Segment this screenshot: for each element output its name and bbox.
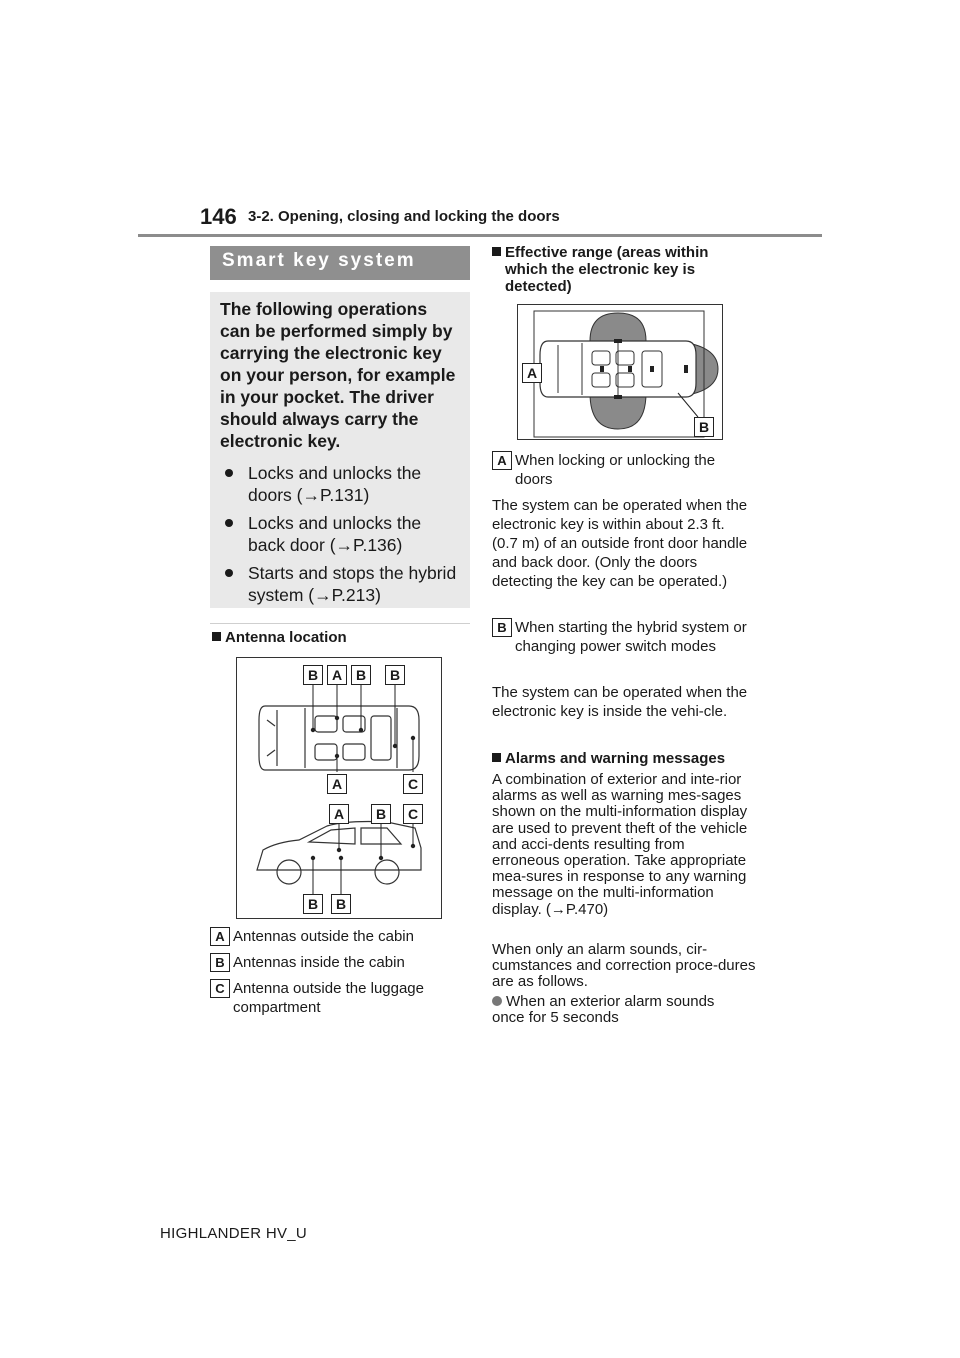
figure-label: A <box>327 774 347 794</box>
antenna-heading: Antenna location <box>212 629 347 646</box>
figure-label: C <box>403 804 423 824</box>
alarms-paragraph: When only an alarm sounds, cir-cumstances and correction proce-dures are as follows. <box>492 941 756 991</box>
square-bullet-icon <box>492 753 501 762</box>
legend-key-badge: B <box>492 618 512 637</box>
footer-model: HIGHLANDER HV_U <box>160 1225 308 1242</box>
smart-key-intro: The following operations can be performed simply by carrying the electronic key on your person, for example in your pocket. The driver should always carry the electronic key. <box>220 299 456 451</box>
smart-key-heading: Smart key system <box>210 246 470 280</box>
legend-text: When locking or unlocking the doors <box>515 452 716 488</box>
effective-range-figure <box>517 304 723 440</box>
figure-label: B <box>303 894 323 914</box>
legend-key-badge: A <box>210 927 230 946</box>
legend-key-badge: C <box>210 979 230 998</box>
figure-label: B <box>331 894 351 914</box>
legend-text: When starting the hybrid system or changing power switch modes <box>515 619 747 655</box>
divider <box>210 623 470 624</box>
antenna-figure <box>236 657 442 919</box>
legend-key-badge: B <box>210 953 230 972</box>
square-bullet-icon <box>212 632 221 641</box>
section-title: 3-2. Opening, closing and locking the doors <box>248 208 560 225</box>
figure-label: B <box>385 665 405 685</box>
alarms-paragraph: A combination of exterior and inte-rior alarms as well as warning mes-sages shown on the multi-information display are used to prevent theft of the vehicle and acci-dents resulting from erroneous operation. Take appropriate mea-sures in response to any warning message on the multi-information display. (→P.470) <box>492 771 748 918</box>
figure-label: A <box>522 363 542 383</box>
smart-key-list <box>220 462 462 606</box>
figure-label: B <box>694 417 714 437</box>
figure-label: A <box>327 665 347 685</box>
legend-text: Antennas inside the cabin <box>233 954 405 971</box>
alarms-bullet: When an exterior alarm sounds once for 5 seconds <box>492 993 715 1027</box>
page-number: 146 <box>200 204 237 229</box>
legend-key-badge: A <box>492 451 512 470</box>
legend-text: Antennas outside the cabin <box>233 928 414 945</box>
effective-range-heading: Effective range (areas within which the electronic key is detected) <box>492 244 755 295</box>
smart-key-item: Starts and stops the hybrid system (→P.213) <box>220 562 462 606</box>
figure-label: B <box>303 665 323 685</box>
smart-key-item: Locks and unlocks the doors (→P.131) <box>220 462 462 506</box>
figure-label: C <box>403 774 423 794</box>
figure-label: B <box>371 804 391 824</box>
header-rule <box>138 234 822 237</box>
body-paragraph: The system can be operated when the electronic key is inside the vehi-cle. <box>492 684 748 720</box>
figure-label: B <box>351 665 371 685</box>
square-bullet-icon <box>492 247 501 256</box>
circle-bullet-icon <box>492 996 502 1006</box>
legend-text: Antenna outside the luggage compartment <box>233 980 424 1016</box>
smart-key-item: Locks and unlocks the back door (→P.136) <box>220 512 462 556</box>
body-paragraph: The system can be operated when the electronic key is within about 2.3 ft. (0.7 m) of an outside front door handle and back door. (Only the doors detecting the key can be operated.) <box>492 497 748 590</box>
alarms-heading: Alarms and warning messages <box>492 750 725 767</box>
figure-label: A <box>329 804 349 824</box>
smart-key-box <box>210 292 470 608</box>
